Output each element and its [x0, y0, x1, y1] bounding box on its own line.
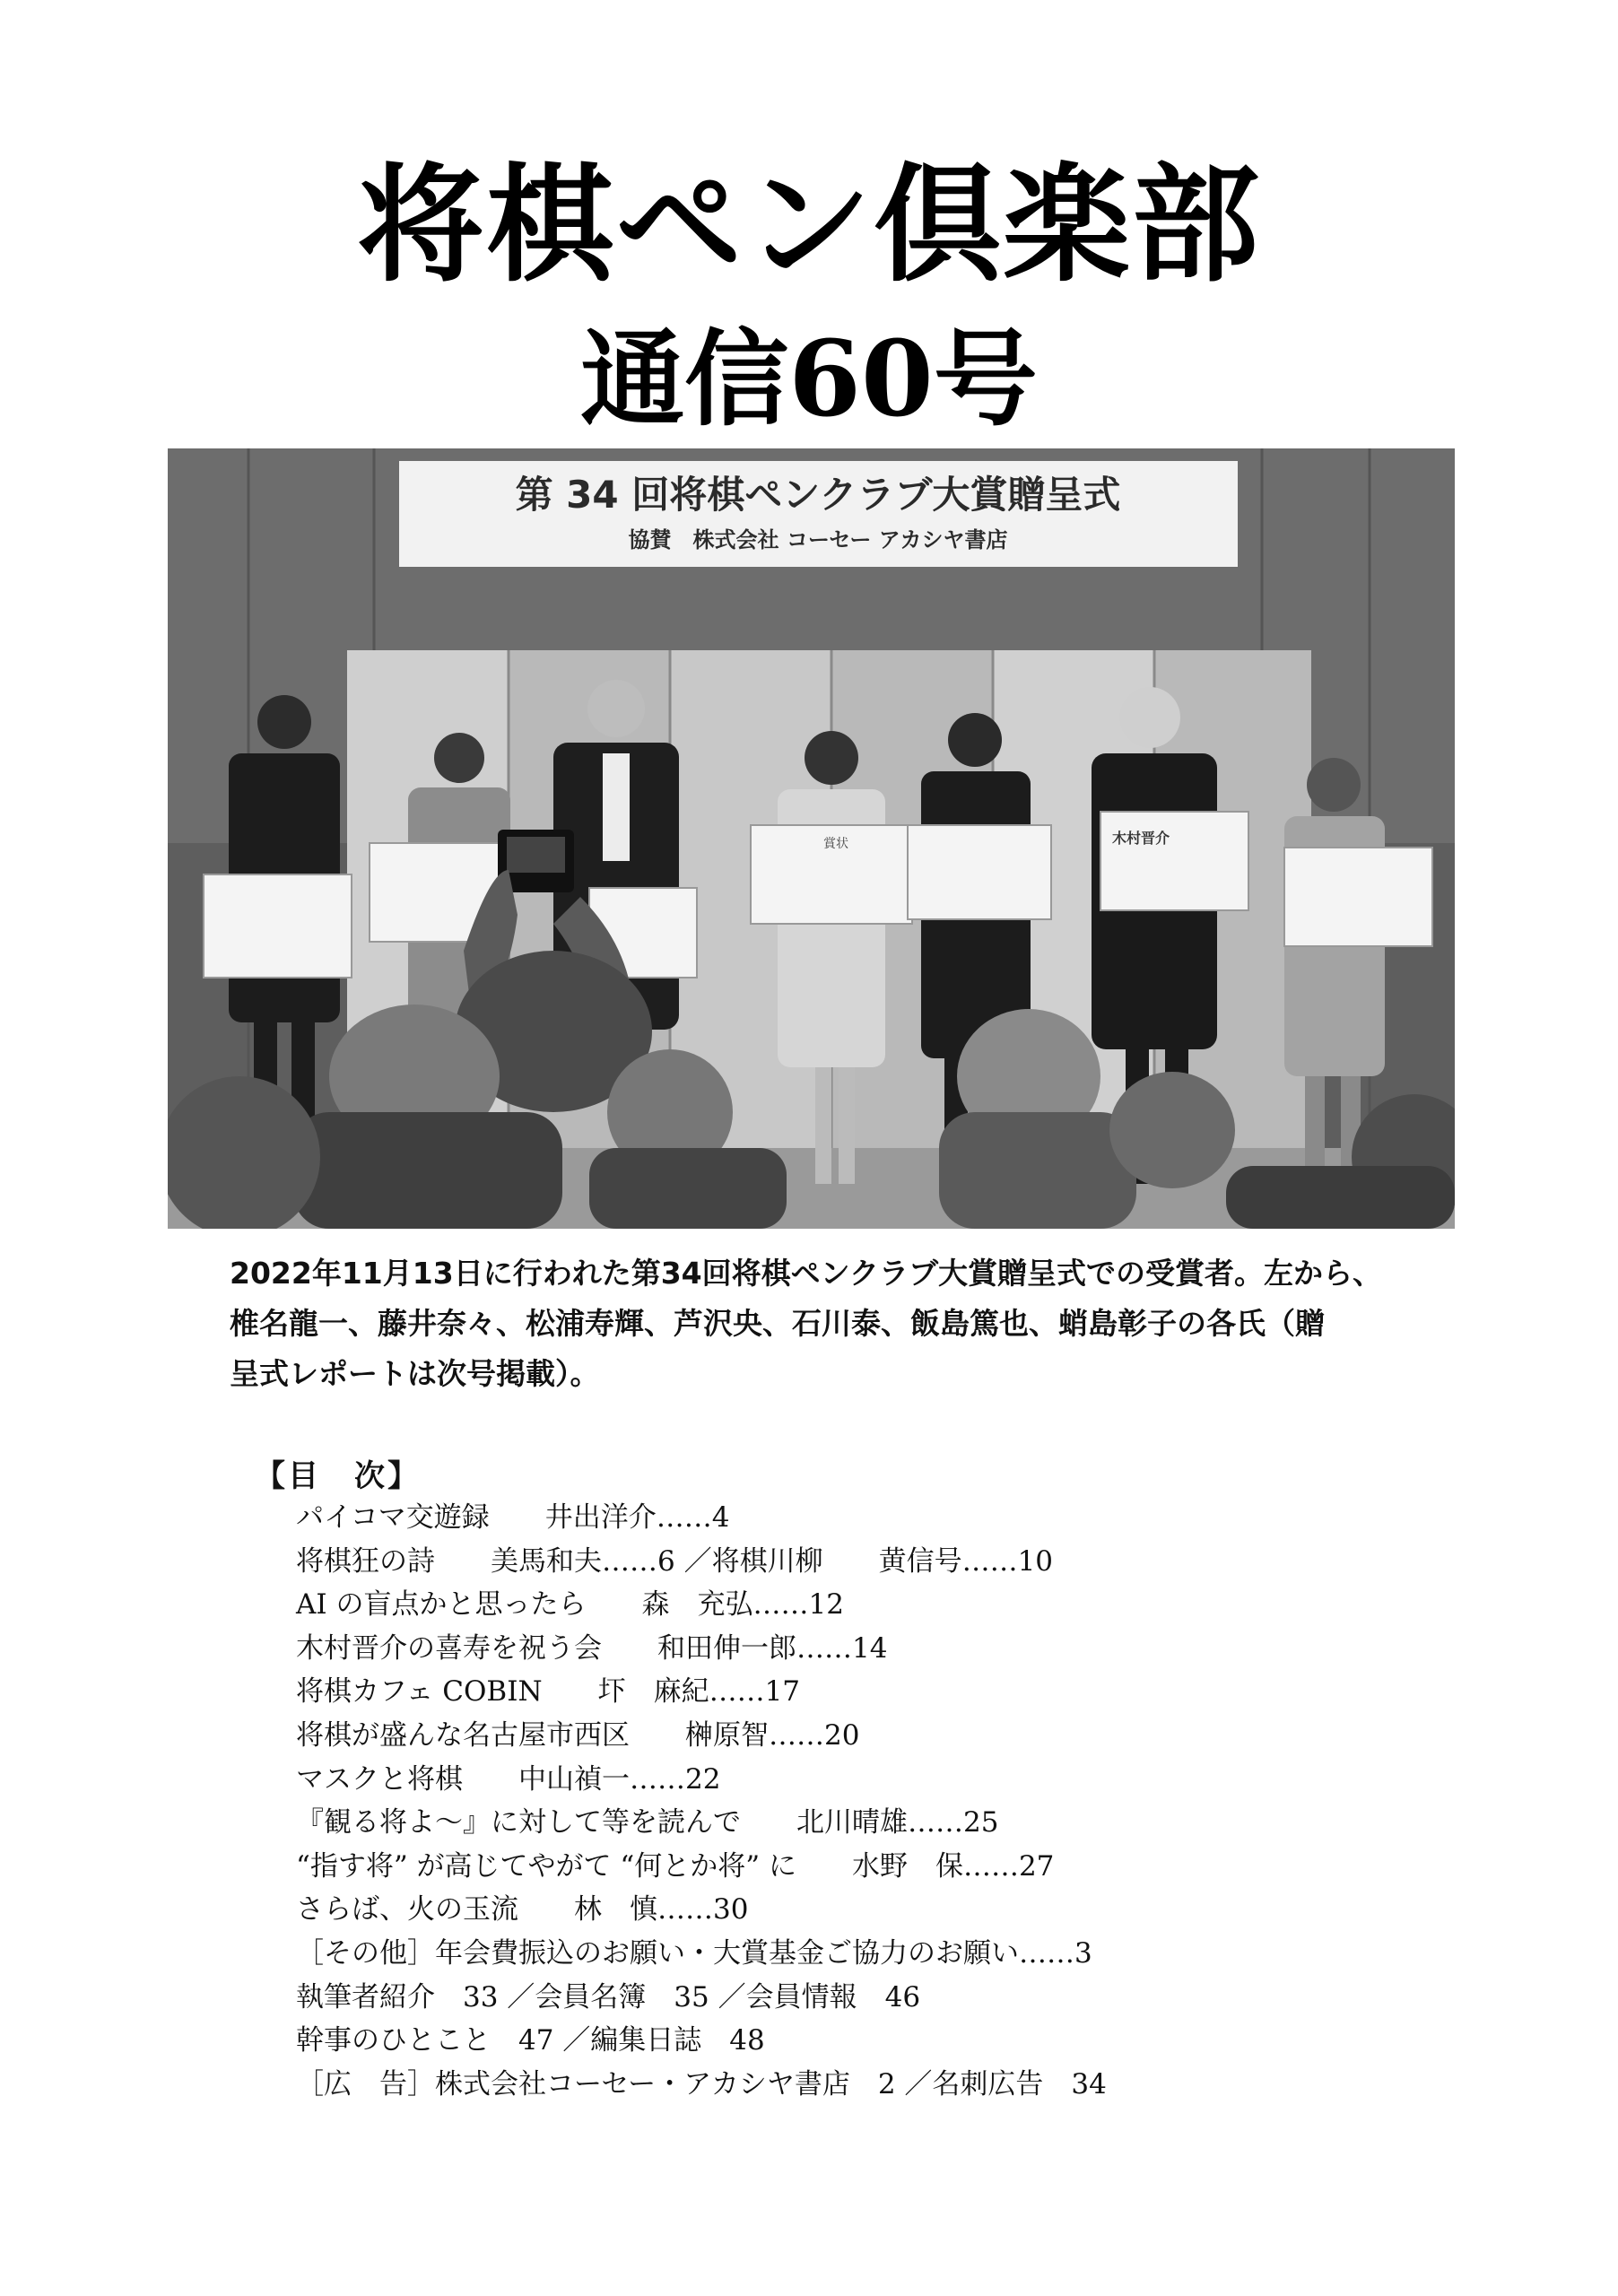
- caption-line: 椎名龍一、藤井奈々、松浦寿輝、芦沢央、石川泰、飯島篤也、蛸島彰子の各氏（贈: [230, 1306, 1325, 1341]
- toc-entry: ［広 告］株式会社コーセー・アカシヤ書店 2 ／名刺広告 34: [296, 2067, 1107, 2100]
- certificate-signature: 木村晋介: [1111, 830, 1170, 847]
- toc-entry: 『観る将よ～』に対して等を読んで 北川晴雄……25: [296, 1806, 999, 1839]
- page-title: 将棋ペン倶楽部: [357, 151, 1261, 300]
- toc-entry: さらば、火の玉流 林 慎……30: [296, 1893, 749, 1926]
- toc-heading: 【目 次】: [255, 1458, 421, 1494]
- award-ceremony-photo: [168, 448, 1455, 1229]
- toc-entry: マスクと将棋 中山禎一……22: [296, 1762, 721, 1796]
- event-banner: [399, 461, 1238, 567]
- caption-line: 呈式レポートは次号掲載）。: [230, 1356, 600, 1391]
- toc-entry: 将棋狂の詩 美馬和夫……6 ／将棋川柳 黄信号……10: [296, 1544, 1054, 1578]
- banner-sponsor: 協賛 株式会社 コーセー アカシヤ書店: [628, 527, 1008, 552]
- toc-entry: パイコマ交遊録 井出洋介……4: [296, 1501, 730, 1534]
- caption-line: 2022年11月13日に行われた第34回将棋ペンクラブ大賞贈呈式での受賞者。左から、: [230, 1256, 1382, 1291]
- banner-title: 第 34 回将棋ペンクラブ大賞贈呈式: [515, 473, 1121, 517]
- toc-entry: 執筆者紹介 33 ／会員名簿 35 ／会員情報 46: [296, 1980, 921, 2013]
- toc-entry: AI の盲点かと思ったら 森 充弘……12: [296, 1588, 844, 1622]
- toc-entry: ［その他］年会費振込のお願い・大賞基金ご協力のお願い……3: [296, 1936, 1092, 1970]
- toc-entry: 将棋カフェ COBIN 圷 麻紀……17: [296, 1675, 801, 1709]
- certificate-title: 賞状: [823, 837, 848, 851]
- photo-caption: [230, 1248, 1414, 1399]
- issue-number: 通信60号: [580, 318, 1038, 440]
- toc-entry: 木村晋介の喜寿を祝う会 和田伸一郎……14: [296, 1631, 888, 1665]
- toc-entry: 将棋が盛んな名古屋市西区 榊原智……20: [296, 1718, 860, 1752]
- toc-entry: “指す将” が高じてやがて “何とか将” に 水野 保……27: [296, 1849, 1055, 1883]
- table-of-contents: [296, 1496, 1444, 2106]
- toc-entry: 幹事のひとこと 47 ／編集日誌 48: [296, 2024, 765, 2057]
